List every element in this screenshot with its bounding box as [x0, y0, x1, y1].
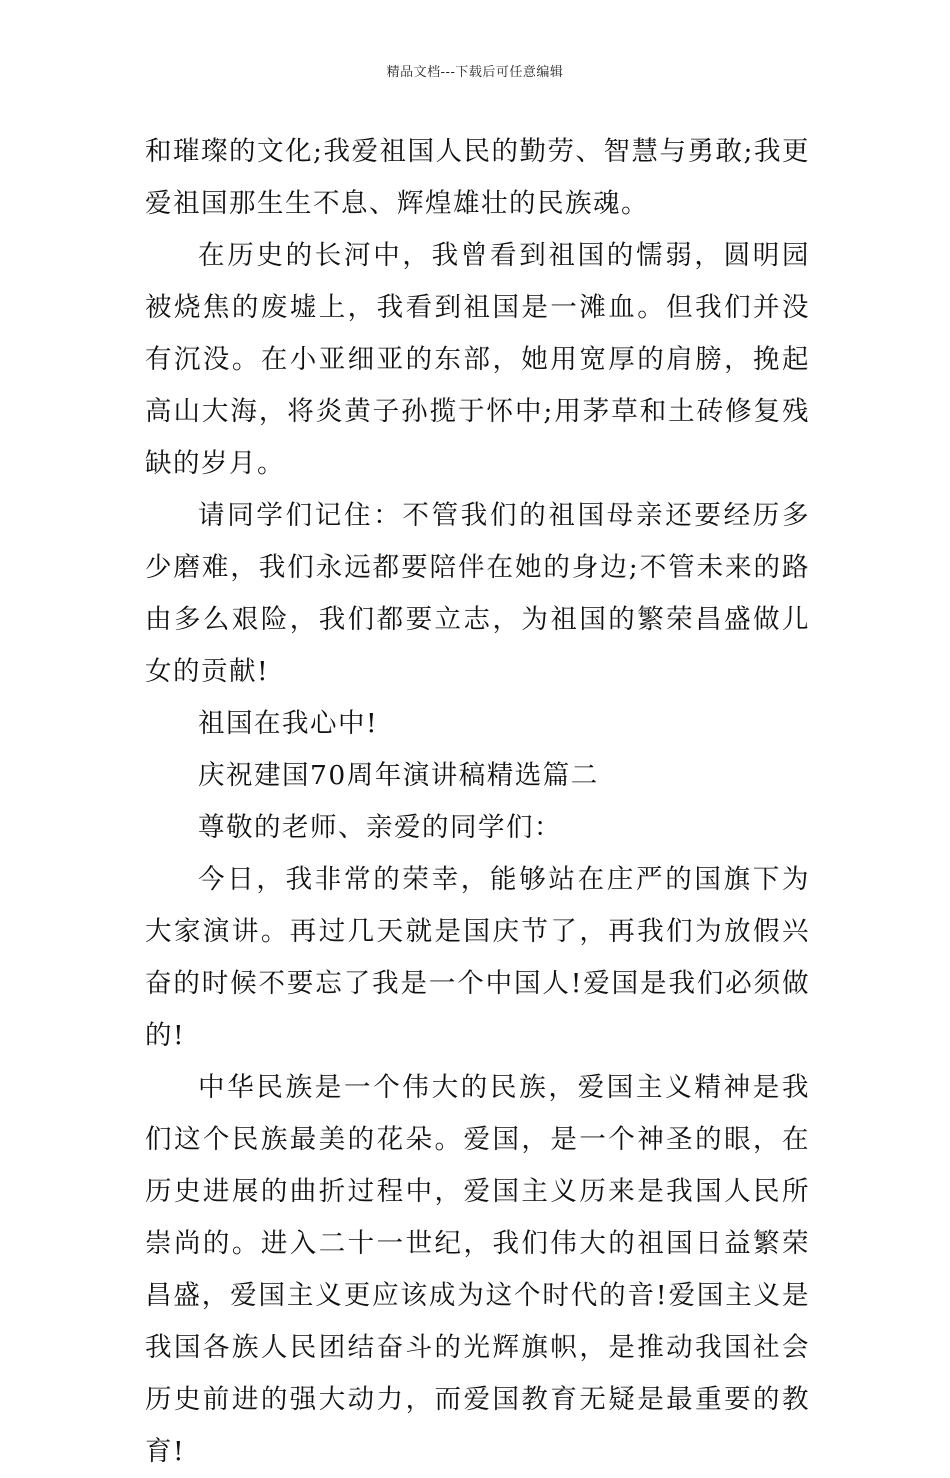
paragraph-motherland-in-heart: 祖国在我心中!: [198, 708, 379, 739]
page-header: 精品文档---下载后可任意编辑: [386, 65, 564, 80]
paragraph-patriotism: 中华民族是一个伟大的民族，爱国主义精神是我们这个民族最美的花朵。爱国，是一个神圣的眼，在历史进展的曲折过程中，爱国主义历来是我国人民所崇尚的。进入二十一世纪，我们伟大的祖国日益繁荣昌盛，爱国主义更应该成为这个时代的音!爱国主义是我国各族人民团结奋斗的光辉旗帜，是推动我国社会历史前进的强大动力，而爱国教育无疑是最重要的教育!: [145, 1072, 810, 1467]
section-title: 庆祝建国70周年演讲稿精选篇二: [198, 760, 599, 791]
document-body: [145, 126, 810, 1478]
paragraph-history: 在历史的长河中，我曾看到祖国的懦弱，圆明园被烧焦的废墟上，我看到祖国是一滩血。但我们并没有沉没。在小亚细亚的东部，她用宽厚的肩膀，挽起高山大海，将炎黄子孙揽于怀中;用茅草和土砖修复残缺的岁月。: [145, 240, 810, 479]
paragraph-continued: 和璀璨的文化;我爱祖国人民的勤劳、智慧与勇敢;我更爱祖国那生生不息、辉煌雄壮的民族魂。: [145, 136, 810, 219]
paragraph-remember: 请同学们记住：不管我们的祖国母亲还要经历多少磨难，我们永远都要陪伴在她的身边;不管未来的路由多么艰险，我们都要立志，为祖国的繁荣昌盛做儿女的贡献!: [145, 500, 810, 687]
salutation: 尊敬的老师、亲爱的同学们：: [198, 812, 562, 843]
paragraph-today: 今日，我非常的荣幸，能够站在庄严的国旗下为大家演讲。再过几天就是国庆节了，再我们为放假兴奋的时候不要忘了我是一个中国人!爱国是我们必须做的!: [145, 864, 810, 1051]
